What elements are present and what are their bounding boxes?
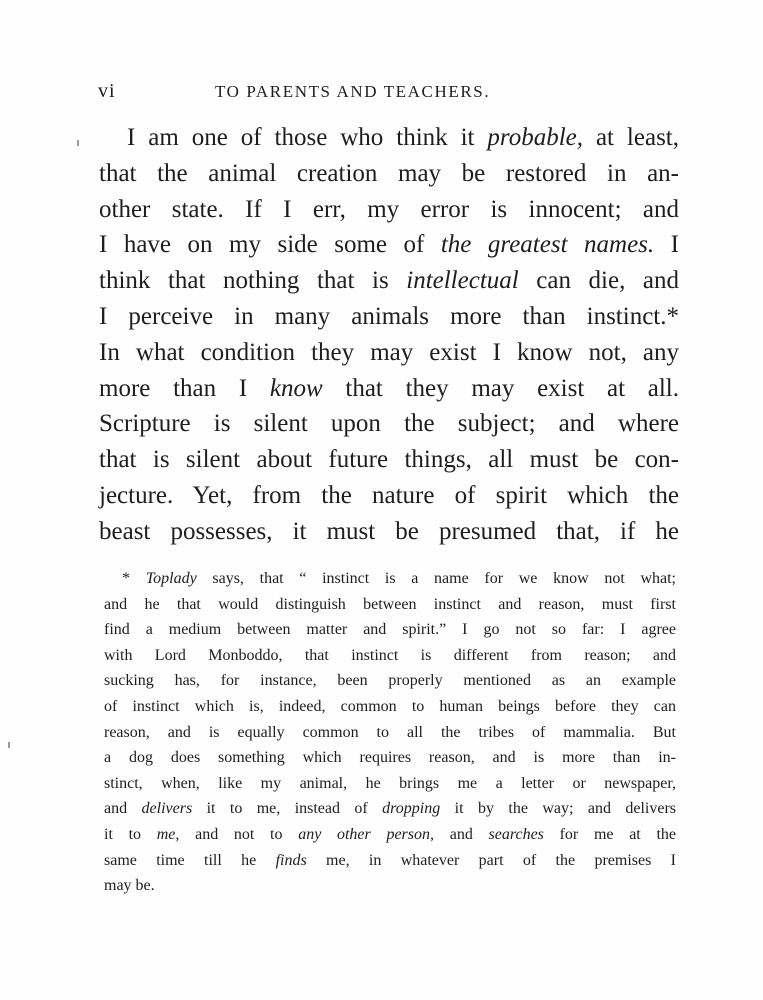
body-line: jecture. Yet, from the nature of spirit which the <box>99 481 679 509</box>
page-header <box>98 80 678 104</box>
footnote-line: a dog does something which requires reason, and is more than in- <box>104 749 676 767</box>
stray-mark <box>8 742 10 748</box>
emphasis: intellectual <box>406 267 519 295</box>
body-line: I perceive in many animals more than instinct.* <box>99 302 679 330</box>
body-text <box>99 120 679 550</box>
emphasis: Toplady <box>145 570 197 587</box>
footnote-line: * Toplady says, that “ instinct is a name for we know not what; <box>122 570 677 587</box>
footnote-line: and he that would distinguish between instinct and reason, must first <box>104 595 676 613</box>
body-line: I am one of those who think it probable, at least, <box>127 124 679 151</box>
body-line: Scripture is silent upon the subject; and where <box>99 410 679 438</box>
body-line: think that nothing that is intellectual can die, and <box>99 267 679 295</box>
emphasis: the greatest names. <box>440 231 655 259</box>
body-line: that the animal creation may be restored in an- <box>99 159 679 187</box>
footnote-line: and delivers it to me, instead of dropping it by the way; and delivers <box>104 800 676 818</box>
body-line: I have on my side some of the greatest names. I <box>99 231 679 259</box>
footnote-line: reason, and is equally common to all the tribes of mammalia. But <box>104 723 676 741</box>
emphasis: dropping <box>382 800 441 818</box>
emphasis: finds <box>275 851 307 869</box>
page-number: vi <box>98 80 116 102</box>
running-head: TO PARENTS AND TEACHERS. <box>215 82 491 101</box>
emphasis: delivers <box>141 800 193 818</box>
emphasis: probable, <box>487 124 584 151</box>
footnote-line: same time till he finds me, in whatever part of the premises I <box>104 851 676 869</box>
footnote <box>104 566 676 899</box>
footnote-line: find a medium between matter and spirit.” I go not so far: I agree <box>104 621 676 639</box>
footnote-line: with Lord Monboddo, that instinct is different from reason; and <box>104 646 676 664</box>
emphasis: me, <box>156 825 180 843</box>
emphasis: searches <box>488 825 544 843</box>
footnote-line: stinct, when, like my animal, he brings me a letter or newspaper, <box>104 774 676 792</box>
footnote-line: may be. <box>104 877 155 895</box>
emphasis: know <box>269 374 323 402</box>
body-line: more than I know that they may exist at all. <box>99 374 679 402</box>
body-line: that is silent about future things, all must be con- <box>99 446 679 474</box>
footnote-line: sucking has, for instance, been properly mentioned as an example <box>104 672 676 690</box>
footnote-line: of instinct which is, indeed, common to human beings before they can <box>104 697 676 715</box>
emphasis: any other person, <box>298 825 435 843</box>
body-line: In what condition they may exist I know not, any <box>99 338 679 366</box>
stray-mark <box>77 140 79 146</box>
body-line: other state. If I err, my error is innocent; and <box>99 195 679 223</box>
body-line: beast possesses, it must be presumed that, if he <box>99 517 679 545</box>
footnote-line: it to me, and not to any other person, and searches for me at the <box>104 825 676 843</box>
